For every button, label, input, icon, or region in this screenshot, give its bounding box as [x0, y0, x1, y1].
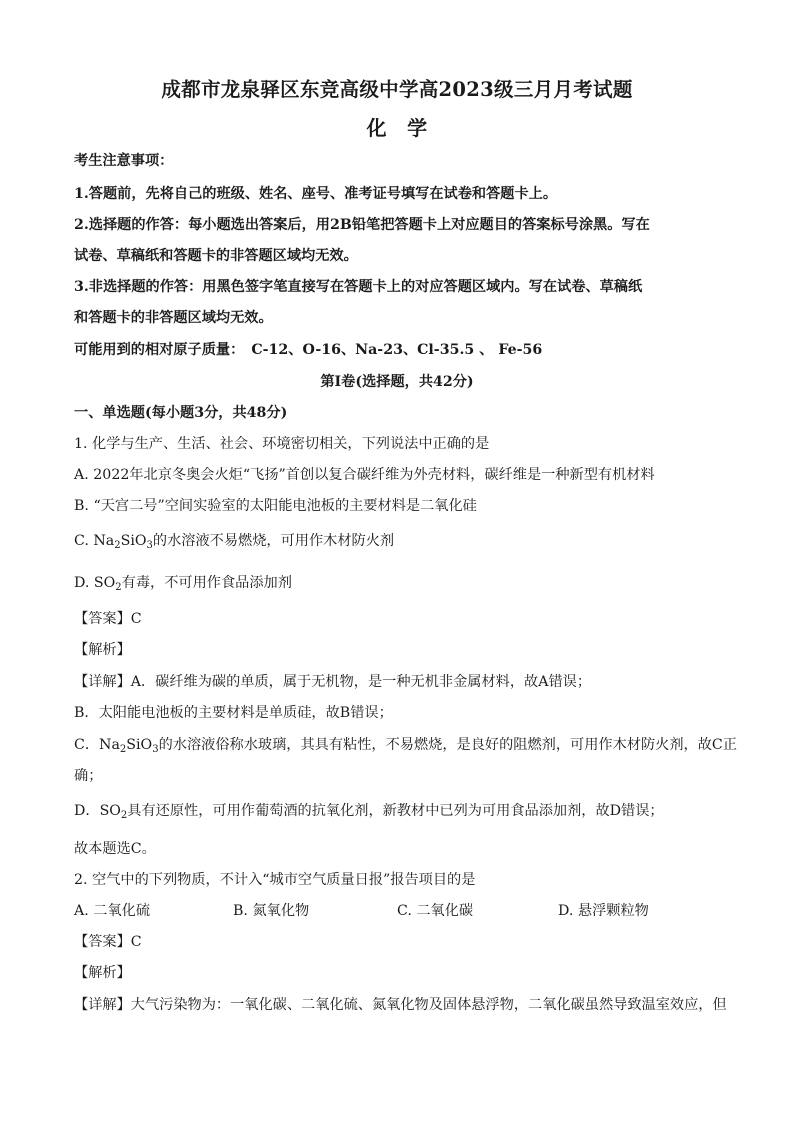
q1-detail-d-prefix: D．SO	[74, 803, 121, 819]
q1-option-c-sub2: 3	[146, 540, 153, 551]
q1-detail-c-prefix: C．Na	[74, 737, 120, 753]
q1-option-c-suffix: 的水溶液不易燃烧，可用作木材防火剂	[152, 533, 395, 549]
q2-stem: 2. 空气中的下列物质，不计入“城市空气质量日报”报告项目的是	[74, 872, 476, 888]
atomic-mass-line: 可能用到的相对原子质量： C-12、O-16、Na-23、Cl-35.5 、 Fe-56	[74, 342, 543, 358]
q2-answer: 【答案】C	[74, 934, 142, 950]
q2-analysis: 【解析】	[74, 965, 131, 981]
q1-analysis: 【解析】	[74, 642, 131, 658]
q1-option-d-suffix: 有毒，不可用作食品添加剂	[121, 575, 292, 591]
q1-option-a: A. 2022年北京冬奥会火炬“飞扬”首创以复合碳纤维为外壳材料，碳纤维是一种新型有机材料	[74, 467, 655, 483]
q1-detail-c	[74, 734, 737, 754]
q1-detail-c-mid: SiO	[126, 737, 153, 753]
q1-option-b: B. “天宫二号”空间实验室的太阳能电池板的主要材料是二氧化硅	[74, 498, 477, 514]
q1-detail-c-sub1: 2	[119, 744, 127, 755]
q1-detail-d-suffix: 具有还原性，可用作葡萄酒的抗氧化剂，新教材中已列为可用食品添加剂，故D错误；	[127, 803, 664, 819]
q2-option-c: C. 二氧化碳	[397, 903, 474, 919]
q1-option-d-prefix: D. SO	[74, 575, 116, 591]
notice-item-3-cont: 和答题卡的非答题区域均无效。	[74, 310, 273, 326]
q1-option-c-sub1: 2	[114, 540, 121, 551]
q1-detail-a: 【详解】A．碳纤维为碳的单质，属于无机物，是一种无机非金属材料，故A错误；	[74, 674, 592, 690]
q2-detail: 【详解】大气污染物为：一氧化碳、二氧化硫、氮氧化物及固体悬浮物，二氧化碳虽然导致温室效应，但	[74, 997, 727, 1013]
q1-detail-d-sub: 2	[120, 810, 128, 821]
q2-option-b: B. 氮氧化物	[233, 903, 310, 919]
q1-option-c-prefix: C. Na	[74, 533, 115, 549]
notice-item-2-cont: 试卷、草稿纸和答题卡的非答题区域均无效。	[74, 248, 358, 264]
notice-item-2: 2.选择题的作答：每小题选出答案后，用2B铅笔把答题卡上对应题目的答案标号涂黑。写在	[74, 217, 650, 233]
section-heading: 一、单选题(每小题3分，共48分)	[74, 405, 288, 421]
q1-option-d-sub: 2	[115, 582, 122, 593]
q1-detail-b: B．太阳能电池板的主要材料是单质硅，故B错误；	[74, 705, 393, 721]
notice-item-3: 3.非选择题的作答：用黑色签字笔直接写在答题卡上的对应答题区域内。写在试卷、草稿纸	[74, 279, 643, 295]
q1-detail-c-cont: 确；	[74, 768, 103, 784]
q1-option-c-mid: SiO	[120, 533, 147, 549]
q1-answer: 【答案】C	[74, 611, 142, 627]
notice-heading: 考生注意事项：	[74, 153, 174, 169]
q1-option-c	[74, 530, 394, 550]
part-heading: 第Ⅰ卷(选择题，共42分)	[320, 374, 474, 390]
notice-item-1: 1.答题前，先将自己的班级、姓名、座号、准考证号填写在试卷和答题卡上。	[74, 186, 558, 202]
exam-title: 成都市龙泉驿区东竞高级中学高2023级三月月考试题	[161, 78, 633, 101]
q1-detail-c-sub2: 3	[152, 744, 159, 755]
q2-option-d: D. 悬浮颗粒物	[558, 903, 649, 919]
q1-detail-d	[74, 800, 664, 820]
q1-detail-c-suffix: 的水溶液俗称水玻璃，其具有粘性，不易燃烧，是良好的阻燃剂，可用作木材防火剂，故C正	[158, 737, 737, 753]
q1-conclusion: 故本题选C。	[74, 841, 156, 857]
q2-option-a: A. 二氧化硫	[74, 903, 151, 919]
q1-stem: 1. 化学与生产、生活、社会、环境密切相关，下列说法中正确的是	[74, 436, 490, 452]
q1-option-d	[74, 572, 292, 592]
subject-title: 化 学	[366, 116, 428, 140]
